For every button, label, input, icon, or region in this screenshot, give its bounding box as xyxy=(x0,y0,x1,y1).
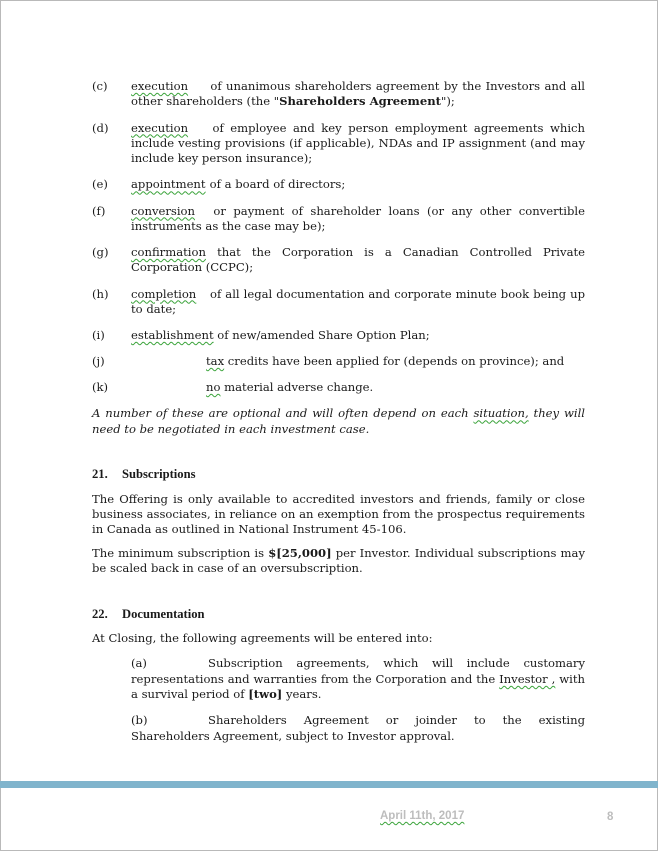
item-label: (h) xyxy=(92,286,109,301)
item-text: of all legal documentation and corporate minute book being up to date; xyxy=(131,286,585,316)
item-text-end: years. xyxy=(282,687,322,702)
item-text: or payment of shareholder loans (or any other convertible instruments as the case may be); xyxy=(131,203,585,233)
list-item xyxy=(92,79,585,110)
item-tail: "); xyxy=(441,94,455,109)
list-item xyxy=(92,287,585,318)
item-label: (j) xyxy=(92,354,105,369)
note-flagged-word: situation, xyxy=(473,406,529,421)
item-text: of employee and key person employment agreements which include vesting provisions (if applicable), NDAs and IP assignment (and may include key person insurance); xyxy=(131,120,585,166)
item-label: (i) xyxy=(92,328,105,342)
section-title: Subscriptions xyxy=(122,467,196,482)
document-body xyxy=(92,79,585,755)
item-text: that the Corporation is a Canadian Controlled Private Corporation (CCPC); xyxy=(131,245,585,275)
item-lead: execution xyxy=(131,120,189,135)
para-text: The minimum subscription is xyxy=(92,545,269,560)
list-item xyxy=(92,204,585,235)
paragraph xyxy=(92,546,585,577)
list-item xyxy=(92,121,585,167)
item-lead: conversion xyxy=(131,203,195,218)
paragraph: The Offering is only available to accredited investors and friends, family or close business associates, in reliance on an exemption from the prospectus requirements in Canada as outlined in National Instrument 45-106. xyxy=(92,491,585,537)
list-item xyxy=(92,177,585,192)
item-label: (k) xyxy=(92,380,109,395)
note-text-end: they will need to be negotiated in each investment case. xyxy=(92,406,585,436)
item-lead: confirmation xyxy=(131,245,206,259)
list-item xyxy=(131,713,585,744)
item-text: Subscription agreements, which will include customary representations and warranties from the Corporation and the xyxy=(131,656,585,686)
list-item xyxy=(92,328,585,343)
list-item xyxy=(92,380,585,395)
note-text: A number of these are optional and will often depend on each xyxy=(92,406,474,421)
item-lead: establishment xyxy=(131,328,214,342)
item-text: credits have been applied for (depends on province); and xyxy=(224,354,565,369)
item-text: of a board of directors; xyxy=(206,177,346,192)
page-number: 8 xyxy=(607,811,614,823)
section-number: 22. xyxy=(92,606,108,621)
item-label: (f) xyxy=(92,203,106,218)
italic-note xyxy=(92,406,585,437)
section-heading-21 xyxy=(92,467,585,482)
item-label: (g) xyxy=(92,245,109,259)
item-lead: tax xyxy=(206,354,225,369)
item-text: of unanimous shareholders agreement by the Investors and all other shareholders (the " xyxy=(131,79,585,109)
paragraph: At Closing, the following agreements will be entered into: xyxy=(92,630,433,645)
section-title: Documentation xyxy=(122,606,205,621)
list-item xyxy=(92,354,585,369)
agreements-list xyxy=(92,656,585,744)
item-label: (e) xyxy=(92,177,108,192)
item-flagged-word: Investor , xyxy=(499,671,556,686)
section-heading-22 xyxy=(92,607,585,622)
item-label: (c) xyxy=(92,79,108,93)
item-text-mid: with a survival period of xyxy=(131,671,585,702)
item-label: (d) xyxy=(92,120,109,135)
list-item xyxy=(92,245,585,276)
item-lead: no xyxy=(206,380,221,395)
list-item xyxy=(131,656,585,702)
min-subscription-amount: $[25,000] xyxy=(268,545,332,560)
item-lead: execution xyxy=(131,79,189,93)
item-bold: [two] xyxy=(248,687,283,702)
item-lead: completion xyxy=(131,286,197,301)
para-text-end: per Investor. Individual subscriptions may be scaled back in case of an oversubscription. xyxy=(92,545,585,576)
item-text: material adverse change. xyxy=(220,380,374,395)
item-text: Shareholders Agreement or joinder to the existing Shareholders Agreement, subject to Investor approval. xyxy=(131,713,585,743)
item-text: of new/amended Share Option Plan; xyxy=(213,328,430,342)
item-label: (b) xyxy=(131,713,148,728)
footer-date-text: April 11th, 2017 xyxy=(380,810,465,822)
footer-date xyxy=(380,810,464,822)
section-number: 21. xyxy=(92,467,108,482)
item-label: (a) xyxy=(131,656,147,671)
footer-band xyxy=(0,781,658,788)
item-bold: Shareholders Agreement xyxy=(279,94,441,109)
item-lead: appointment xyxy=(131,177,206,192)
